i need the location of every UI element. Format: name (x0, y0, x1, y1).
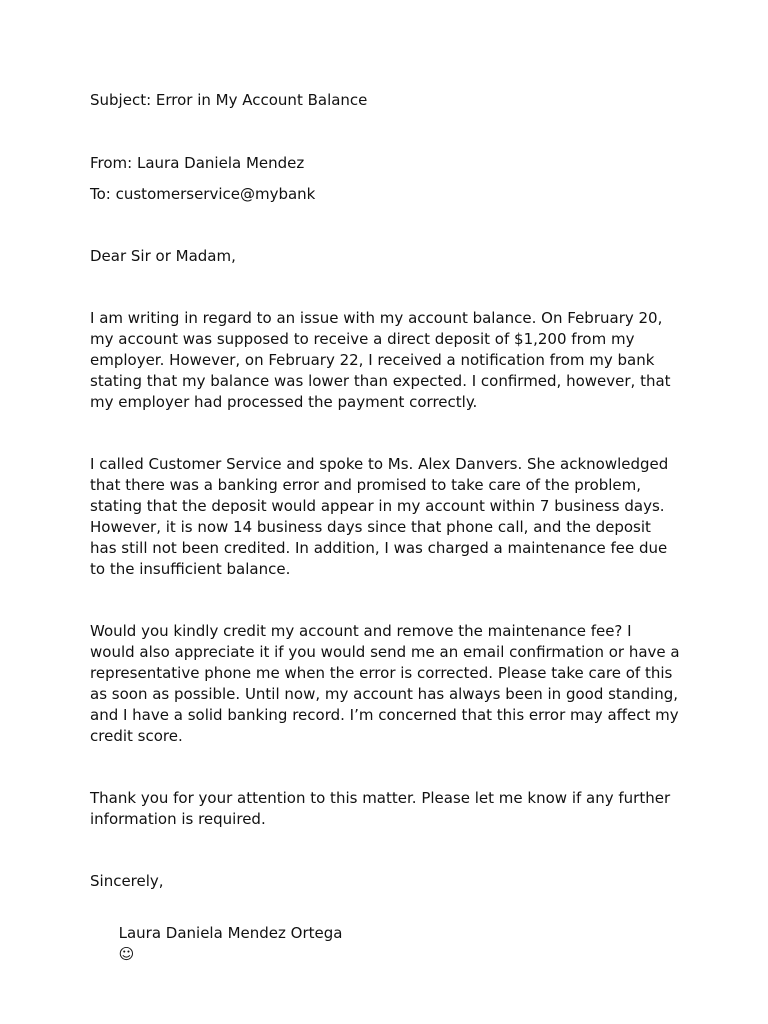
to-line: To: customerservice@mybank (90, 185, 316, 203)
paragraph-1: I am writing in regard to an issue with my account balance. On February 20, my account was supposed to receive a direct deposit of $1,200 from my employer. However, on February 22, I received a notification from my bank stating that my balance was lower than expected. I confirmed, however, that my employer had processed the payment correctly. (90, 309, 676, 411)
from-line: From: Laura Daniela Mendez (90, 154, 305, 172)
closing: Sincerely, (90, 872, 164, 890)
letter-body (90, 90, 685, 986)
salutation: Dear Sir or Madam, (90, 247, 236, 265)
smile-icon: ☺ (118, 945, 135, 963)
paragraph-3: Would you kindly credit my account and remove the maintenance fee? I would also appreciate it if you would send me an email confirmation or have a representative phone me when the error is corrected. Please take care of this as soon as possible. Until now, my account has always been in good standing, and I have a solid banking record. I’m concerned that this error may affect my credit score. (90, 622, 685, 745)
paragraph-2: I called Customer Service and spoke to Ms. Alex Danvers. She acknowledged that there was a banking error and promised to take care of the problem, stating that the deposit would appear in my account within 7 business days. However, it is now 14 business days since that phone call, and the deposit has still not been credited. In addition, I was charged a maintenance fee due to the insufficient balance. (90, 455, 674, 578)
signature-name: Laura Daniela Mendez Ortega (118, 924, 343, 942)
paragraph-4: Thank you for your attention to this matter. Please let me know if any further information is required. (90, 789, 675, 828)
subject-line: Subject: Error in My Account Balance (90, 91, 368, 109)
signature-line (90, 902, 680, 986)
